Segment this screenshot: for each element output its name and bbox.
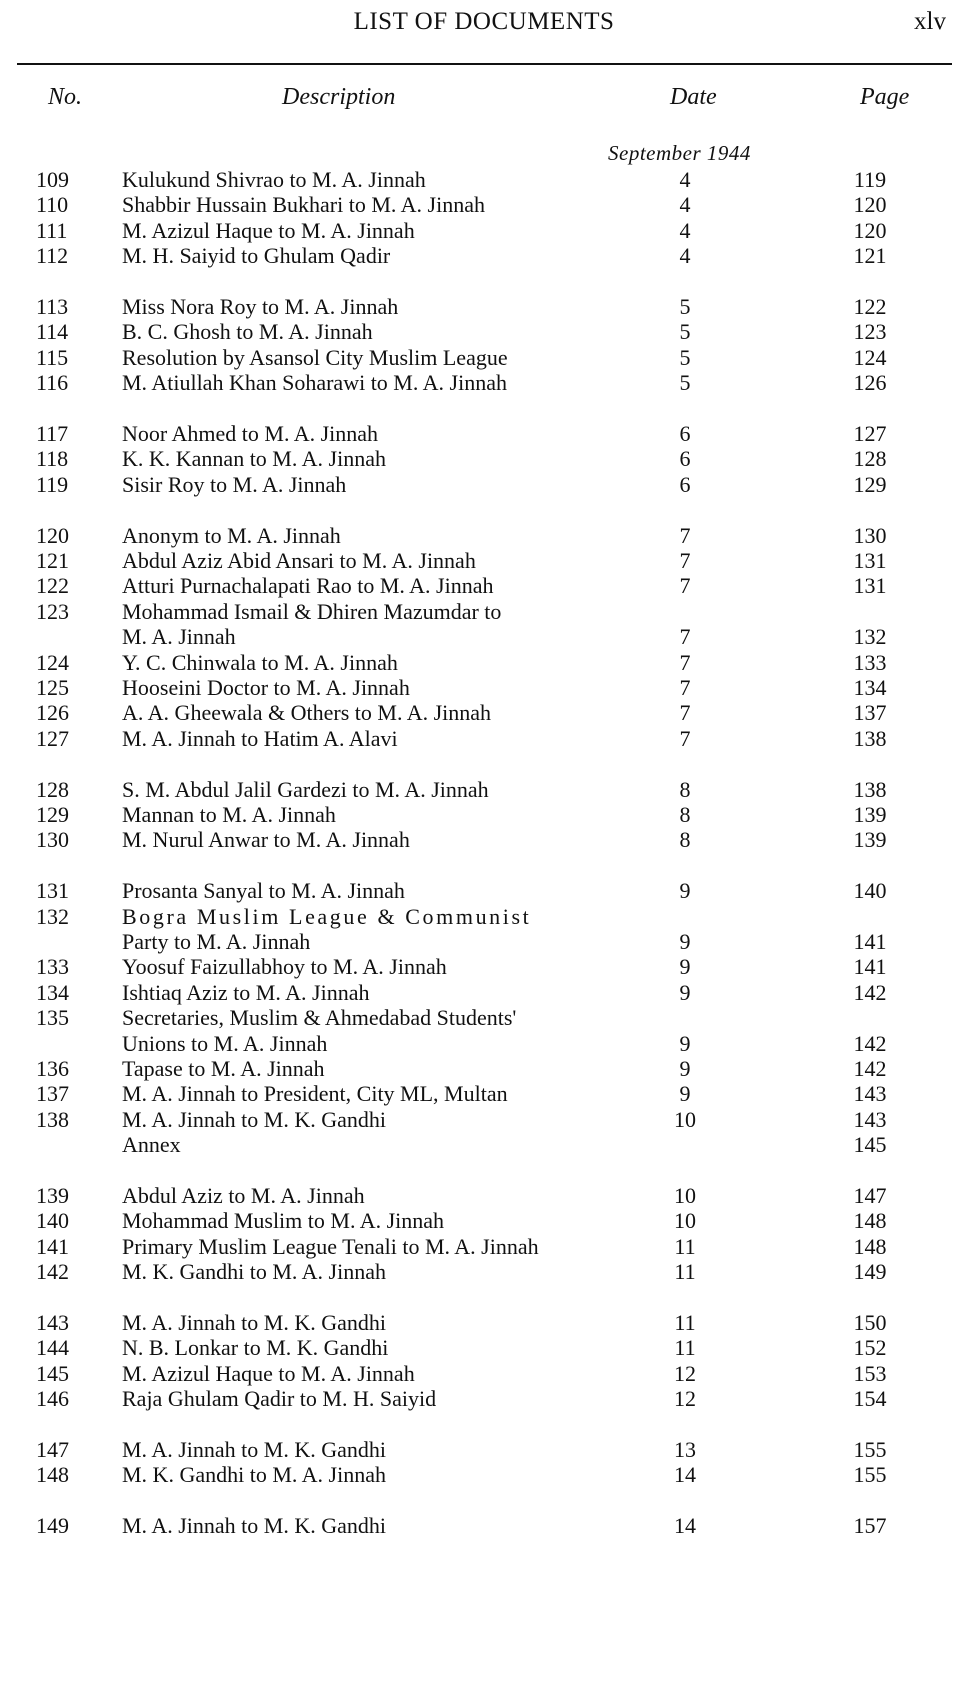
entry-page: 133 [853,649,887,675]
entry-number: 130 [36,827,69,853]
entry-description: M. Nurul Anwar to M. A. Jinnah [122,827,410,853]
table-row [0,699,968,726]
entry-description: Abdul Aziz to M. A. Jinnah [122,1183,365,1208]
entry-date: 6 [679,471,691,497]
entry-number: 110 [36,192,69,218]
table-row [0,674,968,701]
table-row [0,903,968,930]
table-row [0,801,968,828]
table-row [0,293,968,320]
entry-date: 11 [674,1335,696,1361]
entry-date: 4 [679,243,691,269]
entry-number: 121 [36,548,69,573]
entry-number: 123 [36,598,69,624]
entry-description: Ishtiaq Aziz to M. A. Jinnah [122,979,370,1005]
table-row [0,1182,968,1209]
entry-number: 109 [36,167,69,192]
entry-description: Anonym to M. A. Jinnah [122,522,341,548]
entry-description: B. C. Ghosh to M. A. Jinnah [122,319,373,345]
entry-page: 142 [853,979,887,1005]
entry-page: 152 [853,1335,887,1361]
entry-date: 5 [679,344,691,370]
entry-description: Unions to M. A. Jinnah [122,1030,328,1056]
entry-number: 132 [36,903,69,929]
entry-page: 155 [853,1437,887,1462]
table-row [0,522,968,549]
entry-description: Miss Nora Roy to M. A. Jinnah [122,294,399,319]
table-row [0,242,968,269]
entry-description: Annex [122,1132,181,1158]
entry-number: 117 [36,421,69,446]
month-label: September 1944 [608,141,751,165]
entry-date: 12 [674,1360,696,1386]
entry-number: 114 [36,319,69,345]
entry-description: Y. C. Chinwala to M. A. Jinnah [122,649,398,675]
column-header-page: Page [860,84,910,110]
entry-date: 11 [674,1233,696,1259]
table-row [0,1030,968,1057]
entry-description: M. H. Saiyid to Ghulam Qadir [122,243,391,269]
entry-description: M. Atiullah Khan Soharawi to M. A. Jinnah [122,370,507,396]
entry-page: 129 [853,471,887,497]
table-row [0,623,968,650]
entry-date: 4 [679,192,691,218]
entry-page: 141 [853,954,887,980]
entry-description: M. Azizul Haque to M. A. Jinnah [122,217,415,243]
entry-number: 118 [36,446,69,472]
entry-number: 120 [36,522,69,548]
entry-description: Atturi Purnachalapati Rao to M. A. Jinnah [122,573,494,599]
table-row [0,1309,968,1336]
table-row [0,649,968,676]
entry-number: 133 [36,954,69,980]
entry-description: Raja Ghulam Qadir to M. H. Saiyid [122,1386,437,1412]
entry-number: 119 [36,471,69,497]
entry-description: Abdul Aziz Abid Ansari to M. A. Jinnah [122,548,476,573]
entry-page: 128 [853,446,887,472]
entry-description: Mannan to M. A. Jinnah [122,802,336,827]
entry-date: 9 [679,929,691,954]
entry-number: 126 [36,700,69,726]
entry-page: 143 [853,1106,887,1132]
table-row [0,420,968,447]
entry-date: 8 [679,802,691,827]
entry-description: M. A. Jinnah [122,624,236,650]
entry-date: 9 [679,1030,691,1056]
entry-number: 128 [36,776,69,802]
entry-page: 120 [853,192,887,218]
entry-description: N. B. Lonkar to M. K. Gandhi [122,1335,389,1361]
entry-number: 146 [36,1386,69,1412]
entry-number: 147 [36,1437,69,1462]
entry-description: Secretaries, Muslim & Ahmedabad Students' [122,1005,517,1031]
entry-date: 7 [679,649,691,675]
entry-date: 7 [679,522,691,548]
entry-date: 7 [679,725,691,751]
table-row [0,1360,968,1387]
entry-description: Resolution by Asansol City Muslim League [122,344,508,370]
entry-date: 10 [674,1106,696,1132]
table-row [0,1055,968,1082]
entry-date: 9 [679,954,691,980]
entry-date: 5 [679,319,691,345]
table-row [0,369,968,396]
entry-number: 148 [36,1462,69,1488]
entry-number: 143 [36,1310,69,1335]
entry-page: 147 [853,1183,887,1208]
entry-number: 122 [36,573,69,599]
entry-description: Mohammad Muslim to M. A. Jinnah [122,1208,445,1234]
entry-date: 5 [679,370,691,396]
entry-page: 121 [853,243,887,269]
table-row [0,1207,968,1234]
entry-description: M. A. Jinnah to Hatim A. Alavi [122,725,398,751]
entry-number: 125 [36,675,69,700]
entry-date: 11 [674,1259,696,1285]
column-header-date: Date [670,84,717,110]
entry-date: 7 [679,624,691,650]
entry-description: Party to M. A. Jinnah [122,929,311,954]
entry-date: 14 [674,1513,696,1539]
entry-date: 9 [679,878,691,904]
entry-date: 6 [679,421,691,446]
entry-date: 12 [674,1386,696,1412]
entry-page: 154 [853,1386,887,1412]
entry-description: M. K. Gandhi to M. A. Jinnah [122,1259,386,1285]
table-row [0,979,968,1006]
entry-page: 120 [853,217,887,243]
table-row [0,877,968,904]
entry-description: S. M. Abdul Jalil Gardezi to M. A. Jinnah [122,776,489,802]
entry-description: Noor Ahmed to M. A. Jinnah [122,421,379,446]
entry-description: M. A. Jinnah to M. K. Gandhi [122,1106,386,1132]
table-row [0,826,968,853]
entry-number: 131 [36,878,69,904]
table-row [0,445,968,472]
entry-date: 10 [674,1208,696,1234]
entry-number: 142 [36,1259,69,1285]
entry-page: 142 [853,1030,887,1056]
entry-page: 139 [853,802,887,827]
entry-page: 157 [853,1513,887,1539]
entry-description: Bogra Muslim League & Communist [122,903,532,929]
table-row [0,1436,968,1463]
entry-page: 140 [853,878,887,904]
entry-date: 9 [679,979,691,1005]
entry-date: 7 [679,675,691,700]
entry-date: 7 [679,548,691,573]
entry-page: 141 [853,929,887,954]
entry-date: 6 [679,446,691,472]
entry-page: 145 [853,1132,887,1158]
table-row [0,166,968,193]
entry-number: 124 [36,649,69,675]
entry-number: 140 [36,1208,69,1234]
table-row [0,191,968,218]
entry-page: 131 [853,573,887,599]
table-row [0,572,968,599]
entry-page: 138 [853,725,887,751]
header-rule [17,63,952,65]
entry-description: M. A. Jinnah to M. K. Gandhi [122,1513,386,1539]
entry-description: M. A. Jinnah to M. K. Gandhi [122,1310,386,1335]
entry-number: 141 [36,1233,69,1259]
table-row [0,1131,968,1158]
entry-date: 11 [674,1310,696,1335]
entry-number: 134 [36,979,69,1005]
entry-description: Primary Muslim League Tenali to M. A. Jinnah [122,1233,539,1259]
entry-number: 139 [36,1183,69,1208]
entry-number: 129 [36,802,69,827]
table-row [0,776,968,803]
table-row [0,725,968,752]
entry-number: 144 [36,1335,69,1361]
entry-date: 13 [674,1437,696,1462]
entry-description: K. K. Kannan to M. A. Jinnah [122,446,386,472]
table-row [0,344,968,371]
entry-page: 132 [853,624,887,650]
entry-number: 111 [36,217,68,243]
entry-number: 138 [36,1106,69,1132]
entry-description: Prosanta Sanyal to M. A. Jinnah [122,878,405,904]
entry-number: 112 [36,243,69,269]
entry-description: Tapase to M. A. Jinnah [122,1056,325,1081]
entry-page: 150 [853,1310,887,1335]
column-header-description: Description [282,84,396,110]
entry-date: 14 [674,1462,696,1488]
entry-page: 123 [853,319,887,345]
entry-description: M. A. Jinnah to M. K. Gandhi [122,1437,386,1462]
entry-description: Mohammad Ismail & Dhiren Mazumdar to [122,598,502,624]
entry-date: 9 [679,1081,691,1107]
entry-page: 137 [853,700,887,726]
entry-page: 127 [853,421,887,446]
entry-date: 8 [679,776,691,802]
entry-number: 149 [36,1513,69,1539]
entry-number: 113 [36,294,69,319]
table-row [0,1512,968,1539]
entry-page: 142 [853,1056,887,1081]
entry-description: Yoosuf Faizullabhoy to M. A. Jinnah [122,954,447,980]
table-row [0,1385,968,1412]
table-row [0,1461,968,1488]
entry-date: 4 [679,167,691,192]
running-title: LIST OF DOCUMENTS [353,8,615,35]
entry-date: 9 [679,1056,691,1081]
entry-description: M. K. Gandhi to M. A. Jinnah [122,1462,386,1488]
entry-page: 139 [853,827,887,853]
entry-page: 131 [853,548,887,573]
table-row [0,1004,968,1031]
table-row [0,217,968,244]
entry-date: 7 [679,700,691,726]
entry-date: 8 [679,827,691,853]
entry-number: 116 [36,370,69,396]
table-row [0,1080,968,1107]
entry-description: M. Azizul Haque to M. A. Jinnah [122,1360,415,1386]
entry-page: 138 [853,776,887,802]
entry-description: Hooseini Doctor to M. A. Jinnah [122,675,410,700]
entry-date: 10 [674,1183,696,1208]
entry-page: 119 [853,167,887,192]
entry-page: 122 [853,294,887,319]
entry-page: 148 [853,1233,887,1259]
entry-date: 5 [679,294,691,319]
entry-page: 143 [853,1081,887,1107]
table-row [0,1106,968,1133]
entry-page: 124 [853,344,887,370]
entry-description: Shabbir Hussain Bukhari to M. A. Jinnah [122,192,485,218]
entry-number: 145 [36,1360,69,1386]
entry-page: 155 [853,1462,887,1488]
entry-description: A. A. Gheewala & Others to M. A. Jinnah [122,700,492,726]
table-row [0,1258,968,1285]
entry-page: 134 [853,675,887,700]
entry-number: 135 [36,1005,69,1031]
entry-description: Kulukund Shivrao to M. A. Jinnah [122,167,426,192]
entry-description: Sisir Roy to M. A. Jinnah [122,471,347,497]
table-row [0,1334,968,1361]
table-row [0,928,968,955]
entry-date: 7 [679,573,691,599]
table-row [0,953,968,980]
table-row [0,598,968,625]
table-row [0,547,968,574]
column-header-no: No. [48,84,83,110]
entry-page: 148 [853,1208,887,1234]
entry-page: 153 [853,1360,887,1386]
page-number: xlv [914,8,946,35]
entry-date: 4 [679,217,691,243]
table-row [0,471,968,498]
entry-number: 115 [36,344,69,370]
entry-number: 127 [36,725,69,751]
entry-description: M. A. Jinnah to President, City ML, Multan [122,1081,508,1107]
entry-number: 136 [36,1056,69,1081]
entry-page: 130 [853,522,887,548]
table-row [0,318,968,345]
table-row [0,1233,968,1260]
entry-page: 126 [853,370,887,396]
entry-number: 137 [36,1081,69,1107]
entry-page: 149 [853,1259,887,1285]
